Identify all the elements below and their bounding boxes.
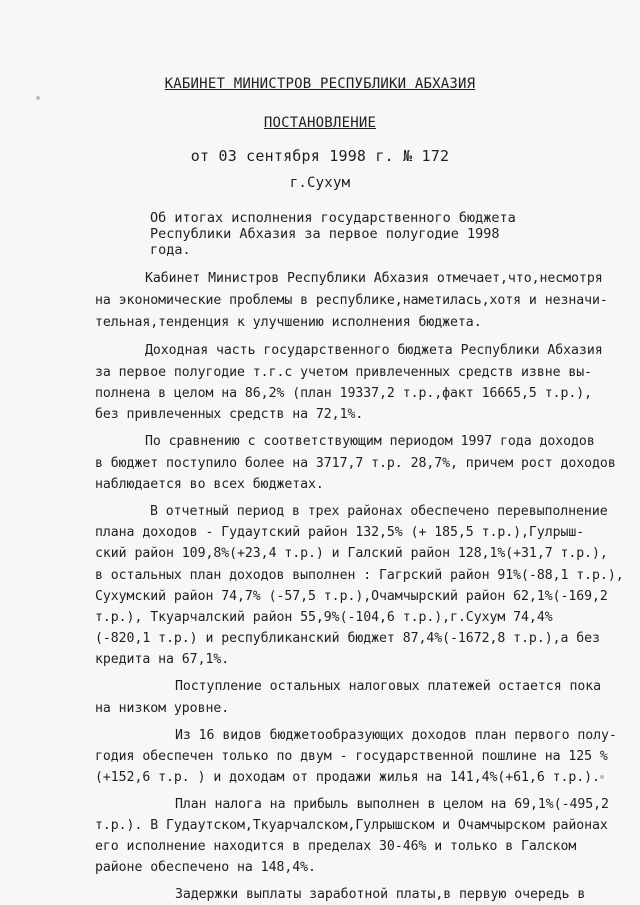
body-line: на экономические проблемы в республике,наметилась,хотя и незначи-	[95, 293, 608, 308]
date-and-number: от 03 сентября 1998 г. № 172	[190, 147, 450, 165]
organization-title: КАБИНЕТ МИНИСТРОВ РЕСПУБЛИКИ АБХАЗИЯ	[164, 76, 476, 92]
body-line: План налога на прибыль выполнен в целом на 69,1%(-495,2	[175, 797, 609, 812]
body-line: кредита на 67,1%.	[95, 652, 230, 667]
body-line: т.р.). В Гудаутском,Ткуарчалском,Гулрышском и Очамчырском районах	[95, 818, 608, 833]
body-line: наблюдается во всех бюджетах.	[95, 477, 324, 492]
body-line: По сравнению с соответствующим периодом 1997 года доходов	[145, 434, 595, 449]
body-line: тельная,тенденция к улучшению исполнения бюджета.	[95, 315, 482, 330]
body-line: ский район 109,8%(+23,4 т.р.) и Галский район 128,1%(+31,7 т.р.),	[95, 546, 608, 561]
body-line: плана доходов - Гудаутский район 132,5% (+ 185,5 т.р.),Гулрыш-	[95, 525, 585, 540]
body-line: районе обеспечено на 148,4%.	[95, 860, 316, 875]
body-line: Из 16 видов бюджетообразующих доходов план первого полу-	[175, 728, 617, 743]
body-line: его исполнение находится в пределах 30-46% и только в Галском	[95, 839, 577, 854]
paper-speck	[36, 96, 40, 100]
body-line: годия обеспечен только по двум - государственной пошлине на 125 %	[95, 749, 608, 764]
body-line: (+152,6 т.р. ) и доходам от продажи жилья на 141,4%(+61,6 т.р.).	[95, 770, 600, 785]
resolution-subject: Об итогах исполнения государственного бюджета Республики Абхазия за первое полугодие 1998 года.	[150, 210, 516, 258]
body-line: Поступление остальных налоговых платежей остается пока	[175, 679, 602, 694]
body-line: полнена в целом на 86,2% (план 19337,2 т.р.,факт 16665,5 т.р.),	[95, 386, 593, 401]
body-line: Задержки выплаты заработной платы,в первую очередь в	[175, 887, 586, 902]
body-line: Доходная часть государственного бюджета Республики Абхазия	[145, 343, 603, 358]
paper-speck	[600, 775, 604, 779]
document-type-heading: ПОСТАНОВЛЕНИЕ	[263, 115, 377, 131]
body-line: Кабинет Министров Республики Абхазия отмечает,что,несмотря	[145, 271, 603, 286]
place-of-issue: г.Сухум	[289, 175, 351, 191]
body-line: за первое полугодие т.г.с учетом привлеченных средств извне вы-	[95, 365, 593, 380]
body-line: в остальных план доходов выполнен : Гагрский район 91%(-88,1 т.р.),	[95, 568, 624, 583]
body-line: В отчетный период в трех районах обеспечено перевыполнение	[150, 504, 608, 519]
body-line: т.р.), Ткуарчалский район 55,9%(-104,6 т.р.),г.Сухум 74,4%	[95, 610, 553, 625]
body-line: без привлеченных средств на 72,1%.	[95, 407, 364, 422]
body-line: (-820,1 т.р.) и республиканский бюджет 87,4%(-1672,8 т.р.),а без	[95, 631, 600, 646]
body-line: в бюджет поступило более на 3717,7 т.р. 28,7%, причем рост доходов	[95, 456, 616, 471]
body-line: на низком уровне.	[95, 701, 230, 716]
body-line: Сухумский район 74,7% (-57,5 т.р.),Очамчырский район 62,1%(-169,2	[95, 589, 608, 604]
